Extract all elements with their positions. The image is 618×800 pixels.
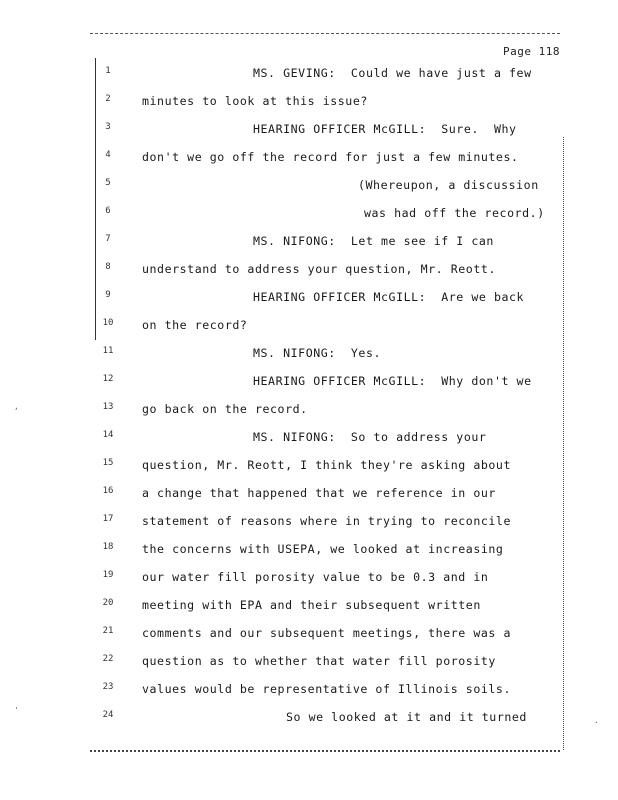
page-number-label: Page 118 xyxy=(503,45,560,58)
transcript-line xyxy=(0,290,618,310)
line-text: don't we go off the record for just a few minutes. xyxy=(142,150,519,164)
transcript-line xyxy=(0,486,618,506)
transcript-line xyxy=(0,206,618,226)
transcript-line xyxy=(0,430,618,450)
line-number: 21 xyxy=(102,626,114,636)
line-number: 23 xyxy=(102,682,114,692)
transcript-line xyxy=(0,626,618,646)
line-number: 20 xyxy=(102,598,114,608)
scan-speck: , xyxy=(14,402,19,411)
transcript-line xyxy=(0,542,618,562)
line-number: 7 xyxy=(105,234,111,244)
transcript-line xyxy=(0,94,618,114)
transcript-line xyxy=(0,710,618,730)
line-number: 6 xyxy=(105,206,111,216)
line-text: HEARING OFFICER McGILL: Why don't we xyxy=(253,374,532,388)
line-number: 10 xyxy=(102,318,114,328)
transcript-line xyxy=(0,570,618,590)
line-text: (Whereupon, a discussion xyxy=(358,178,539,192)
transcript-line xyxy=(0,374,618,394)
line-number: 8 xyxy=(105,262,111,272)
line-text: HEARING OFFICER McGILL: Are we back xyxy=(253,290,525,304)
line-text: HEARING OFFICER McGILL: Sure. Why xyxy=(253,122,517,136)
transcript-line xyxy=(0,402,618,422)
transcript-line xyxy=(0,346,618,366)
line-text: comments and our subsequent meetings, there was a xyxy=(142,626,511,640)
line-number: 5 xyxy=(105,178,111,188)
line-number: 16 xyxy=(102,486,114,496)
line-number: 4 xyxy=(105,150,111,160)
line-number: 24 xyxy=(102,710,114,720)
line-number: 12 xyxy=(102,374,114,384)
line-number: 2 xyxy=(105,94,111,104)
transcript-line xyxy=(0,654,618,674)
line-text: statement of reasons where in trying to reconcile xyxy=(142,514,511,528)
line-number: 1 xyxy=(105,66,111,76)
line-number: 11 xyxy=(102,346,114,356)
transcript-line xyxy=(0,234,618,254)
transcript-line xyxy=(0,122,618,142)
transcript-line xyxy=(0,514,618,534)
line-text: MS. GEVING: Could we have just a few xyxy=(253,66,532,80)
transcript-line xyxy=(0,458,618,478)
transcript-line xyxy=(0,318,618,338)
line-number: 3 xyxy=(105,122,111,132)
line-text: MS. NIFONG: Yes. xyxy=(253,346,382,360)
line-text: understand to address your question, Mr. Reott. xyxy=(142,262,496,276)
transcript-line xyxy=(0,66,618,86)
line-text: our water fill porosity value to be 0.3 and in xyxy=(142,570,489,584)
line-number: 13 xyxy=(102,402,114,412)
line-text: go back on the record. xyxy=(142,402,308,416)
line-number: 17 xyxy=(102,514,114,524)
line-number: 18 xyxy=(102,542,114,552)
line-text: MS. NIFONG: So to address your xyxy=(253,430,487,444)
line-text: So we looked at it and it turned xyxy=(286,710,527,724)
line-text: meeting with EPA and their subsequent written xyxy=(142,598,481,612)
bottom-rule xyxy=(90,750,560,752)
line-text: minutes to look at this issue? xyxy=(142,94,368,108)
line-text: the concerns with USEPA, we looked at increasing xyxy=(142,542,504,556)
line-number: 9 xyxy=(105,290,111,300)
transcript-line xyxy=(0,178,618,198)
line-number: 15 xyxy=(102,458,114,468)
line-text: question, Mr. Reott, I think they're asking about xyxy=(142,458,511,472)
line-text: a change that happened that we reference in our xyxy=(142,486,496,500)
transcript-line xyxy=(0,598,618,618)
line-number: 14 xyxy=(102,430,114,440)
scan-speck: . xyxy=(594,716,599,725)
line-number: 19 xyxy=(102,570,114,580)
transcript-line xyxy=(0,150,618,170)
transcript-line xyxy=(0,682,618,702)
transcript-line xyxy=(0,262,618,282)
line-text: on the record? xyxy=(142,318,248,332)
line-text: was had off the record.) xyxy=(364,206,545,220)
top-rule xyxy=(90,33,560,34)
line-text: values would be representative of Illinois soils. xyxy=(142,682,511,696)
line-number: 22 xyxy=(102,654,114,664)
scan-speck: ' xyxy=(14,706,19,715)
line-text: question as to whether that water fill porosity xyxy=(142,654,496,668)
line-text: MS. NIFONG: Let me see if I can xyxy=(253,234,494,248)
